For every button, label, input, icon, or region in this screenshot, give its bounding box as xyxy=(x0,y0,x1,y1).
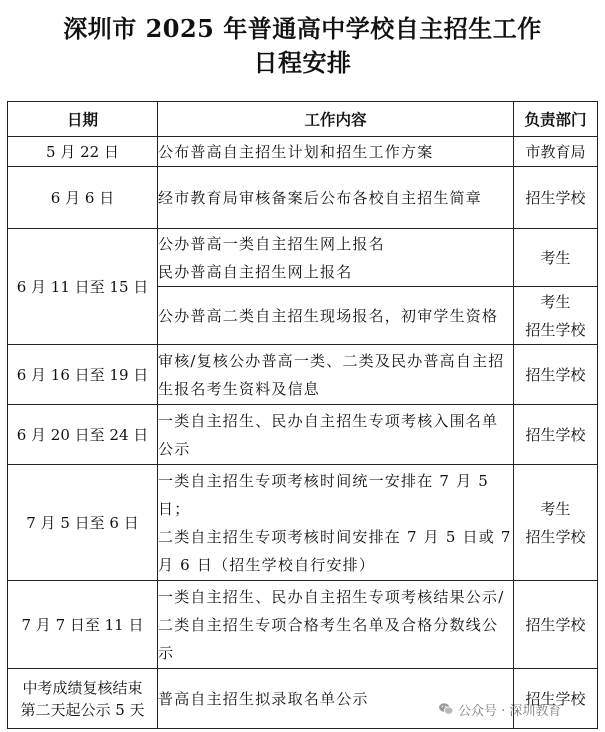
row-dept: 市教育局 xyxy=(514,137,598,167)
table-row xyxy=(8,465,598,581)
row-dept-line: 招生学校 xyxy=(525,320,586,339)
title-line-1: 深圳市 2025 年普通高中学校自主招生工作 xyxy=(63,14,542,43)
row-dept: 招生学校 xyxy=(514,669,598,729)
schedule-table xyxy=(7,101,598,729)
wechat-icon xyxy=(438,701,454,717)
row-task: 公布普高自主招生计划和招生工作方案 xyxy=(158,137,514,167)
row-task: 经市教育局审核备案后公布各校自主招生简章 xyxy=(158,167,514,229)
row-task: 一类自主招生、民办自主招生专项考核结果公示/二类自主招生专项合格考生名单及合格分数线公示 xyxy=(158,581,514,669)
table-row xyxy=(8,405,598,465)
table-row xyxy=(8,137,598,167)
table-row xyxy=(8,581,598,669)
row-dept: 招生学校 xyxy=(514,167,598,229)
table-header-row xyxy=(8,102,598,137)
row-date: 7 月 5 日至 6 日 xyxy=(8,465,158,581)
row-task-line: 二类自主招生专项考核时间安排在 7 月 5 日或 7 月 6 日（招生学校自行安排） xyxy=(158,527,512,574)
row-dept: 招生学校 xyxy=(514,581,598,669)
row-date: 6 月 6 日 xyxy=(8,167,158,229)
row-dept: 招生学校 xyxy=(514,405,598,465)
row-date: 7 月 7 日至 11 日 xyxy=(8,581,158,669)
title-line-2: 日程安排 xyxy=(253,48,352,77)
watermark xyxy=(438,698,561,720)
header-task: 工作内容 xyxy=(158,102,514,137)
row-date: 6 月 20 日至 24 日 xyxy=(8,405,158,465)
row-dept xyxy=(514,465,598,581)
row-date-line: 第二天起公示 5 天 xyxy=(20,700,145,719)
row-dept-line: 考生 xyxy=(540,499,571,518)
table-row xyxy=(8,345,598,405)
row-date: 6 月 16 日至 19 日 xyxy=(8,345,158,405)
row-dept xyxy=(514,287,598,345)
row-task-line: 一类自主招生专项考核时间统一安排在 7 月 5 日； xyxy=(158,471,489,518)
table-row xyxy=(8,229,598,287)
row-task: 一类自主招生、民办自主招生专项考核入围名单公示 xyxy=(158,405,514,465)
row-task-line: 民办普高自主招生网上报名 xyxy=(158,262,353,281)
page-title xyxy=(0,12,605,80)
row-date xyxy=(8,669,158,729)
row-date: 6 月 11 日至 15 日 xyxy=(8,229,158,345)
row-task xyxy=(158,465,514,581)
row-task: 普高自主招生拟录取名单公示 xyxy=(158,669,514,729)
header-dept: 负责部门 xyxy=(514,102,598,137)
row-date-line: 中考成绩复核结束 xyxy=(22,678,143,697)
row-dept: 考生 xyxy=(514,229,598,287)
row-dept: 招生学校 xyxy=(514,345,598,405)
row-task: 审核/复核公办普高一类、二类及民办普高自主招生报名考生资料及信息 xyxy=(158,345,514,405)
row-task-line: 公办普高一类自主招生网上报名 xyxy=(158,234,385,253)
header-date: 日期 xyxy=(8,102,158,137)
row-date: 5 月 22 日 xyxy=(8,137,158,167)
row-dept-line: 考生 xyxy=(540,292,571,311)
table-row xyxy=(8,167,598,229)
row-task xyxy=(158,229,514,287)
row-dept-line: 招生学校 xyxy=(525,527,586,546)
row-task: 公办普高二类自主招生现场报名，初审学生资格 xyxy=(158,287,514,345)
watermark-text: 公众号 · 深圳教育 xyxy=(458,703,562,719)
